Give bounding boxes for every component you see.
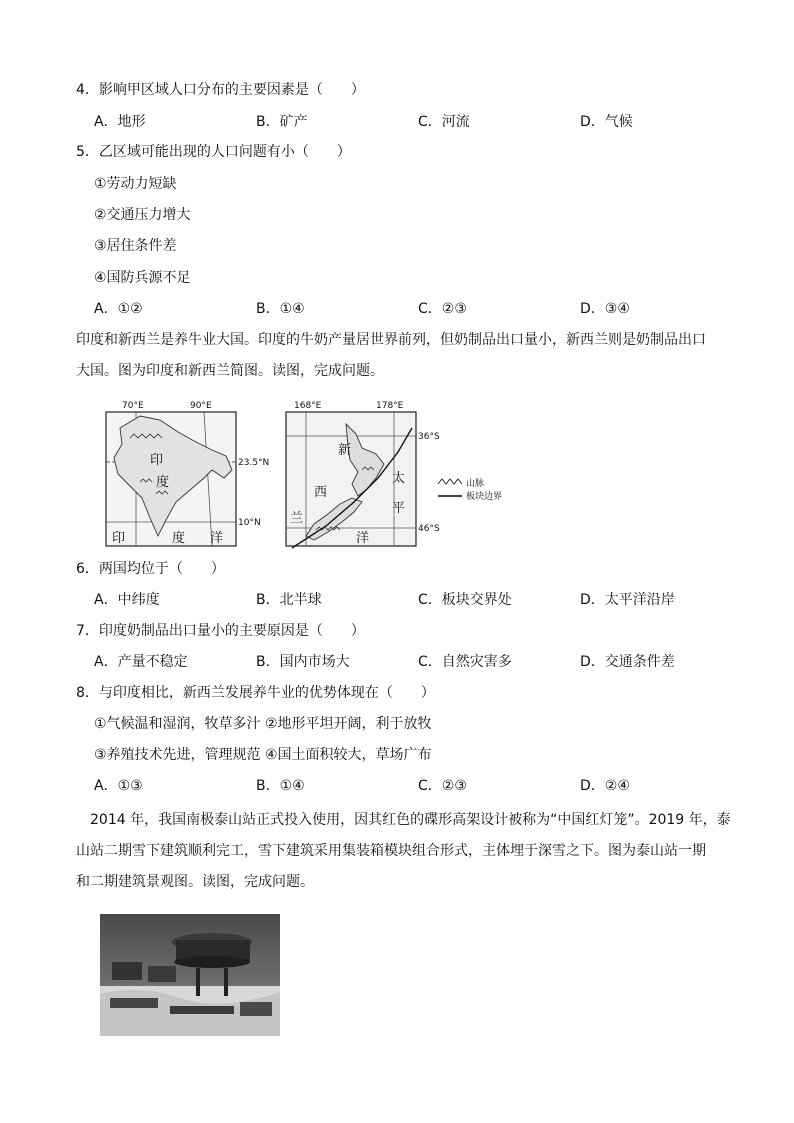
q6-option-d: D．太平洋沿岸	[580, 592, 675, 608]
passage-taishan-station	[76, 805, 736, 898]
q6-option-c: C．板块交界处	[418, 592, 512, 608]
passage-2-line-3: 和二期建筑景观图。读图，完成问题。	[76, 874, 314, 890]
q4-option-c: C．河流	[418, 114, 470, 130]
q8-option-a: A．①③	[94, 778, 143, 794]
indian-ocean-label-1: 印	[112, 531, 126, 546]
question-8-stem: 8．与印度相比，新西兰发展养牛业的优势体现在（ ）	[76, 685, 435, 701]
q8-option-c: C．②③	[418, 778, 467, 794]
india-lat-10-label: 10°N	[238, 518, 261, 528]
q4-option-d: D．气候	[580, 114, 633, 130]
newzealand-map-panel	[286, 401, 440, 548]
q5-option-b: B．①④	[256, 301, 305, 317]
nz-lat-36-label: 36°S	[418, 432, 440, 442]
q5-item-2: ②交通压力增大	[94, 207, 191, 223]
indian-ocean-label-2: 度	[172, 531, 186, 546]
passage-2-line-2: 山站二期雪下建筑顺利完工，雪下建筑采用集装箱模块组合形式，主体埋于深雪之下。图为泰山站一期	[76, 843, 706, 859]
q5-option-c: C．②③	[418, 301, 467, 317]
nz-country-label-3: 兰	[290, 511, 304, 526]
nz-lon-168-label: 168°E	[294, 401, 322, 411]
q5-item-4: ④国防兵源不足	[94, 270, 191, 286]
india-country-label-1: 印	[150, 453, 164, 468]
q6-option-a: A．中纬度	[94, 592, 160, 608]
q7-option-a: A．产量不稳定	[94, 654, 188, 670]
india-country-label-2: 度	[156, 475, 170, 490]
q7-option-d: D．交通条件差	[580, 654, 675, 670]
pacific-ocean-label-2: 平	[392, 501, 406, 516]
indian-ocean-label-3: 洋	[210, 531, 224, 546]
nz-lat-46-label: 46°S	[418, 524, 440, 534]
q8-option-b: B．①④	[256, 778, 305, 794]
passage-india-nz	[76, 325, 736, 387]
nz-lon-178-label: 178°E	[376, 401, 404, 411]
map-legend	[438, 477, 502, 502]
q8-option-d: D．②④	[580, 778, 630, 794]
q8-items-row-1: ①气候温和湿润，牧草多汁 ②地形平坦开阔，利于放牧	[94, 716, 432, 732]
legend-mountain-label: 山脉	[466, 479, 485, 489]
q5-option-a: A．①②	[94, 301, 143, 317]
question-6-stem: 6．两国均位于（ ）	[76, 561, 225, 577]
question-5-stem: 5．乙区域可能出现的人口问题有小（ ）	[76, 144, 351, 160]
q5-item-1: ①劳动力短缺	[94, 176, 177, 192]
india-tropic-label: 23.5°N	[238, 458, 270, 468]
q5-option-d: D．③④	[580, 301, 630, 317]
q5-item-3: ③居住条件差	[94, 238, 177, 254]
india-newzealand-map	[100, 398, 540, 558]
legend-boundary-label: 板块边界	[466, 492, 503, 502]
q4-option-a: A．地形	[94, 114, 146, 130]
india-map-panel	[106, 401, 269, 546]
q7-option-c: C．自然灾害多	[418, 654, 512, 670]
pacific-ocean-label-3: 洋	[356, 531, 370, 546]
passage-2-line-1: 2014 年，我国南极泰山站正式投入使用，因其红色的碟形高架设计被称为“中国红灯笼”。2019 年，泰	[90, 812, 731, 828]
q4-option-b: B．矿产	[256, 114, 308, 130]
question-7-stem: 7．印度奶制品出口量小的主要原因是（ ）	[76, 623, 365, 639]
mountain-legend-icon	[438, 479, 462, 484]
q6-option-b: B．北半球	[256, 592, 322, 608]
taishan-station-photo	[100, 914, 280, 1036]
passage-1-line-2: 大国。图为印度和新西兰简图。读图，完成问题。	[76, 363, 384, 379]
question-4-stem: 4．影响甲区域人口分布的主要因素是（ ）	[76, 82, 365, 98]
nz-country-label-1: 新	[338, 443, 352, 458]
q7-option-b: B．国内市场大	[256, 654, 350, 670]
q8-items-row-2: ③养殖技术先进，管理规范 ④国土面积较大，草场广布	[94, 747, 432, 763]
passage-1-line-1: 印度和新西兰是养牛业大国。印度的牛奶产量居世界前列，但奶制品出口量小，新西兰则是奶制品出口	[76, 332, 706, 348]
pacific-ocean-label-1: 太	[392, 471, 406, 486]
india-lon-70-label: 70°E	[122, 401, 144, 411]
india-lon-90-label: 90°E	[190, 401, 212, 411]
nz-country-label-2: 西	[314, 485, 328, 500]
